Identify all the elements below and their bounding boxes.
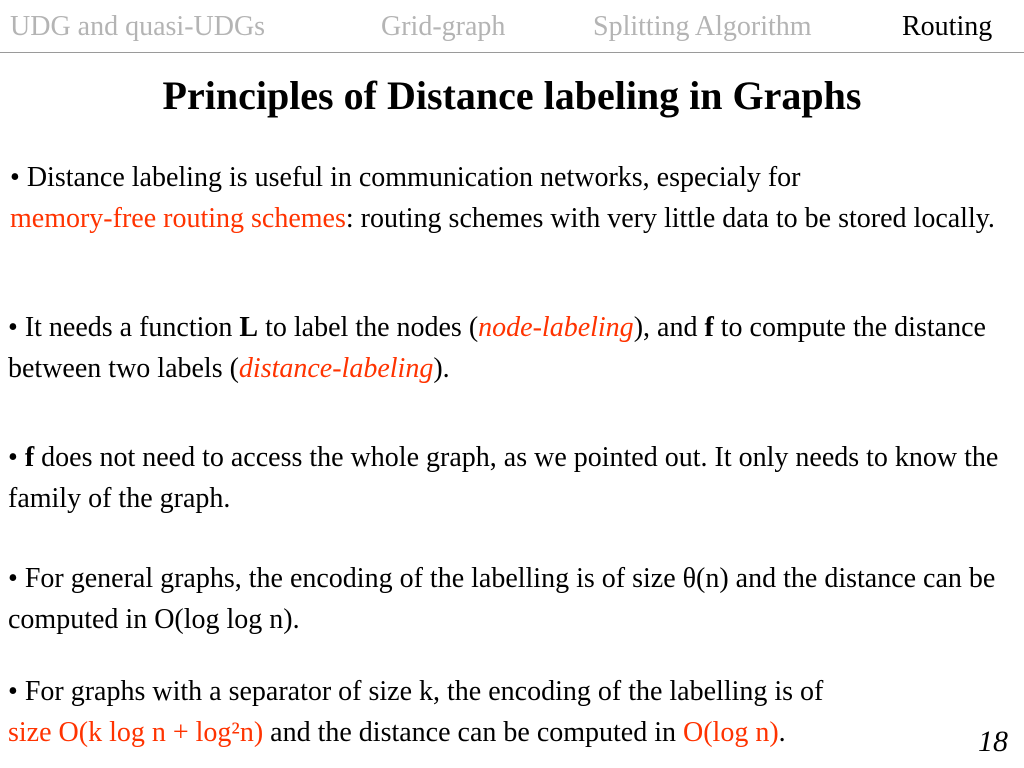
bullet-text: ). bbox=[433, 353, 450, 384]
section-nav-bar bbox=[0, 0, 1024, 53]
nav-tab-udg-quasi-udgs[interactable]: UDG and quasi-UDGs bbox=[10, 11, 266, 42]
bullet-text: and the distance can be computed in bbox=[263, 717, 684, 748]
function-f: f bbox=[704, 312, 714, 343]
nav-tab-grid-graph[interactable]: Grid-graph bbox=[381, 11, 506, 42]
bullet-marker: • bbox=[8, 442, 25, 473]
bullet-text: For general graphs, the encoding of the labelling is of size θ(n) and the distance can be computed in O(log log n). bbox=[8, 563, 996, 635]
highlight-encoding-size: size O(k log n + log²n) bbox=[8, 717, 264, 748]
bullet-text: ), and bbox=[633, 312, 705, 343]
bullet-separator-graphs bbox=[8, 671, 1020, 753]
bullet-labeling-functions bbox=[8, 307, 1020, 389]
bullet-text: to compute the distance between two labels ( bbox=[8, 312, 986, 384]
bullet-text: It needs a function bbox=[24, 312, 240, 343]
nav-tab-splitting-algorithm[interactable]: Splitting Algorithm bbox=[593, 11, 812, 42]
bullet-text: For graphs with a separator of size k, the encoding of the labelling is of bbox=[24, 676, 824, 707]
bullet-marker: • bbox=[8, 676, 25, 707]
bullet-marker: • bbox=[8, 563, 25, 594]
highlight-node-labeling: node-labeling bbox=[478, 312, 634, 343]
highlight-distance-complexity: O(log n) bbox=[683, 717, 779, 748]
bullet-text: does not need to access the whole graph, as we pointed out. It only needs to know the family of the graph. bbox=[8, 442, 999, 514]
bullet-text: to label the nodes ( bbox=[258, 312, 479, 343]
bullet-marker: • bbox=[10, 162, 27, 193]
bullet-f-graph-access bbox=[8, 437, 1020, 519]
function-f: f bbox=[24, 442, 35, 473]
bullet-general-graphs bbox=[8, 558, 1020, 640]
bullet-marker: • bbox=[8, 312, 25, 343]
nav-tab-routing[interactable]: Routing bbox=[902, 11, 993, 42]
bullet-text: . bbox=[778, 717, 786, 748]
highlight-memory-free-routing: memory-free routing schemes bbox=[10, 203, 346, 234]
bullet-distance-labeling-usefulness bbox=[10, 157, 1022, 239]
bullet-text: : routing schemes with very little data to be stored locally. bbox=[345, 203, 995, 234]
slide-title: Principles of Distance labeling in Graphs bbox=[162, 73, 862, 118]
slide-number: 18 bbox=[978, 725, 1008, 758]
function-l: L bbox=[239, 312, 259, 343]
bullet-text: Distance labeling is useful in communication networks, especialy for bbox=[26, 162, 801, 193]
highlight-distance-labeling: distance-labeling bbox=[238, 353, 434, 384]
